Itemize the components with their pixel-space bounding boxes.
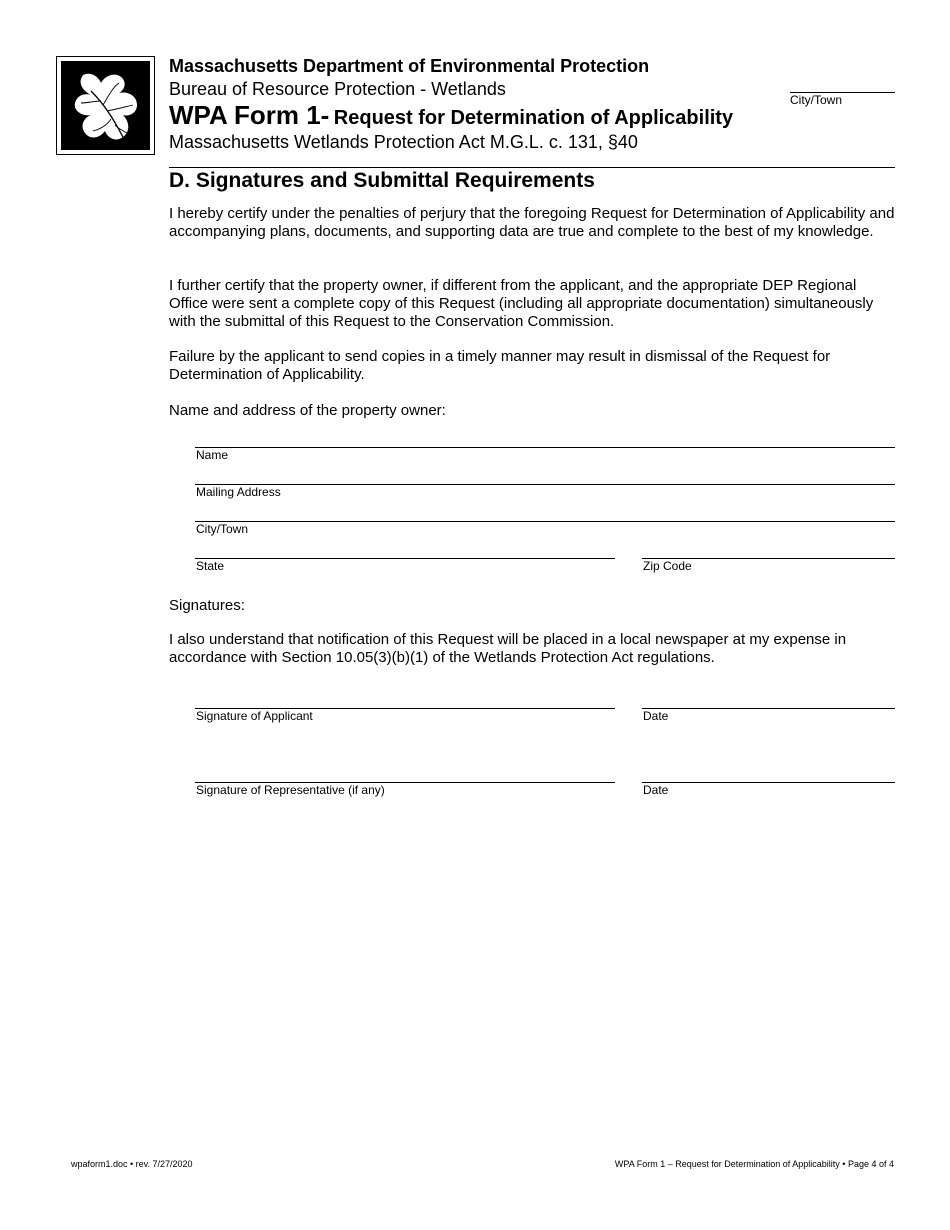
owner-mailing-address-label: Mailing Address (196, 485, 281, 499)
section-title: D. Signatures and Submittal Requirements (169, 169, 595, 192)
owner-mailing-address-field[interactable] (195, 484, 895, 485)
certification-paragraph: I hereby certify under the penalties of perjury that the foregoing Request for Determination of Applicability and accompanying plans, documents, and supporting data are true and complete to the best of my knowledge. (169, 205, 895, 240)
owner-city-town-field[interactable] (195, 521, 895, 522)
city-town-label: City/Town (790, 93, 843, 107)
dep-logo (56, 56, 155, 155)
footer-page-info: WPA Form 1 – Request for Determination of Applicability • Page 4 of 4 (614, 1159, 894, 1169)
representative-date-label: Date (643, 783, 669, 797)
applicant-date-label: Date (643, 709, 669, 723)
applicant-signature-label: Signature of Applicant (196, 709, 313, 723)
oak-leaf-icon (61, 61, 150, 150)
department-name: Massachusetts Department of Environmental Protection (169, 56, 650, 76)
form-title (169, 100, 733, 131)
owner-state-field[interactable] (195, 558, 615, 559)
signatures-heading: Signatures: (169, 597, 245, 614)
bureau-name: Bureau of Resource Protection - Wetlands (169, 79, 506, 99)
owner-zip-code-label: Zip Code (643, 559, 692, 573)
further-certification-paragraph: I further certify that the property owner, if different from the applicant, and the appropriate DEP Regional Office were sent a complete copy of this Request (including all appropriate documentation) simultaneously with the submittal of this Request to the Conservation Commission. (169, 277, 874, 330)
act-citation: Massachusetts Wetlands Protection Act M.G.L. c. 131, §40 (169, 132, 638, 152)
representative-date-field[interactable] (642, 782, 895, 783)
form-title-description: Request for Determination of Applicability (333, 107, 734, 129)
footer-revision: wpaform1.doc • rev. 7/27/2020 (71, 1159, 193, 1169)
notification-paragraph: I also understand that notification of this Request will be placed in a local newspaper at my expense in accordance with Section 10.05(3)(b)(1) of the Wetlands Protection Act regulations. (169, 631, 847, 666)
applicant-date-field[interactable] (642, 708, 895, 709)
header-divider (169, 167, 895, 168)
owner-intro: Name and address of the property owner: (169, 402, 446, 419)
owner-name-label: Name (196, 448, 229, 462)
form-title-number: WPA Form 1- (169, 100, 330, 130)
owner-city-town-label: City/Town (196, 522, 249, 536)
representative-signature-label: Signature of Representative (if any) (196, 783, 385, 797)
owner-state-label: State (196, 559, 225, 573)
failure-notice-paragraph: Failure by the applicant to send copies in a timely manner may result in dismissal of the Request for Determination of Applicability. (169, 348, 831, 383)
owner-name-field[interactable] (195, 447, 895, 448)
